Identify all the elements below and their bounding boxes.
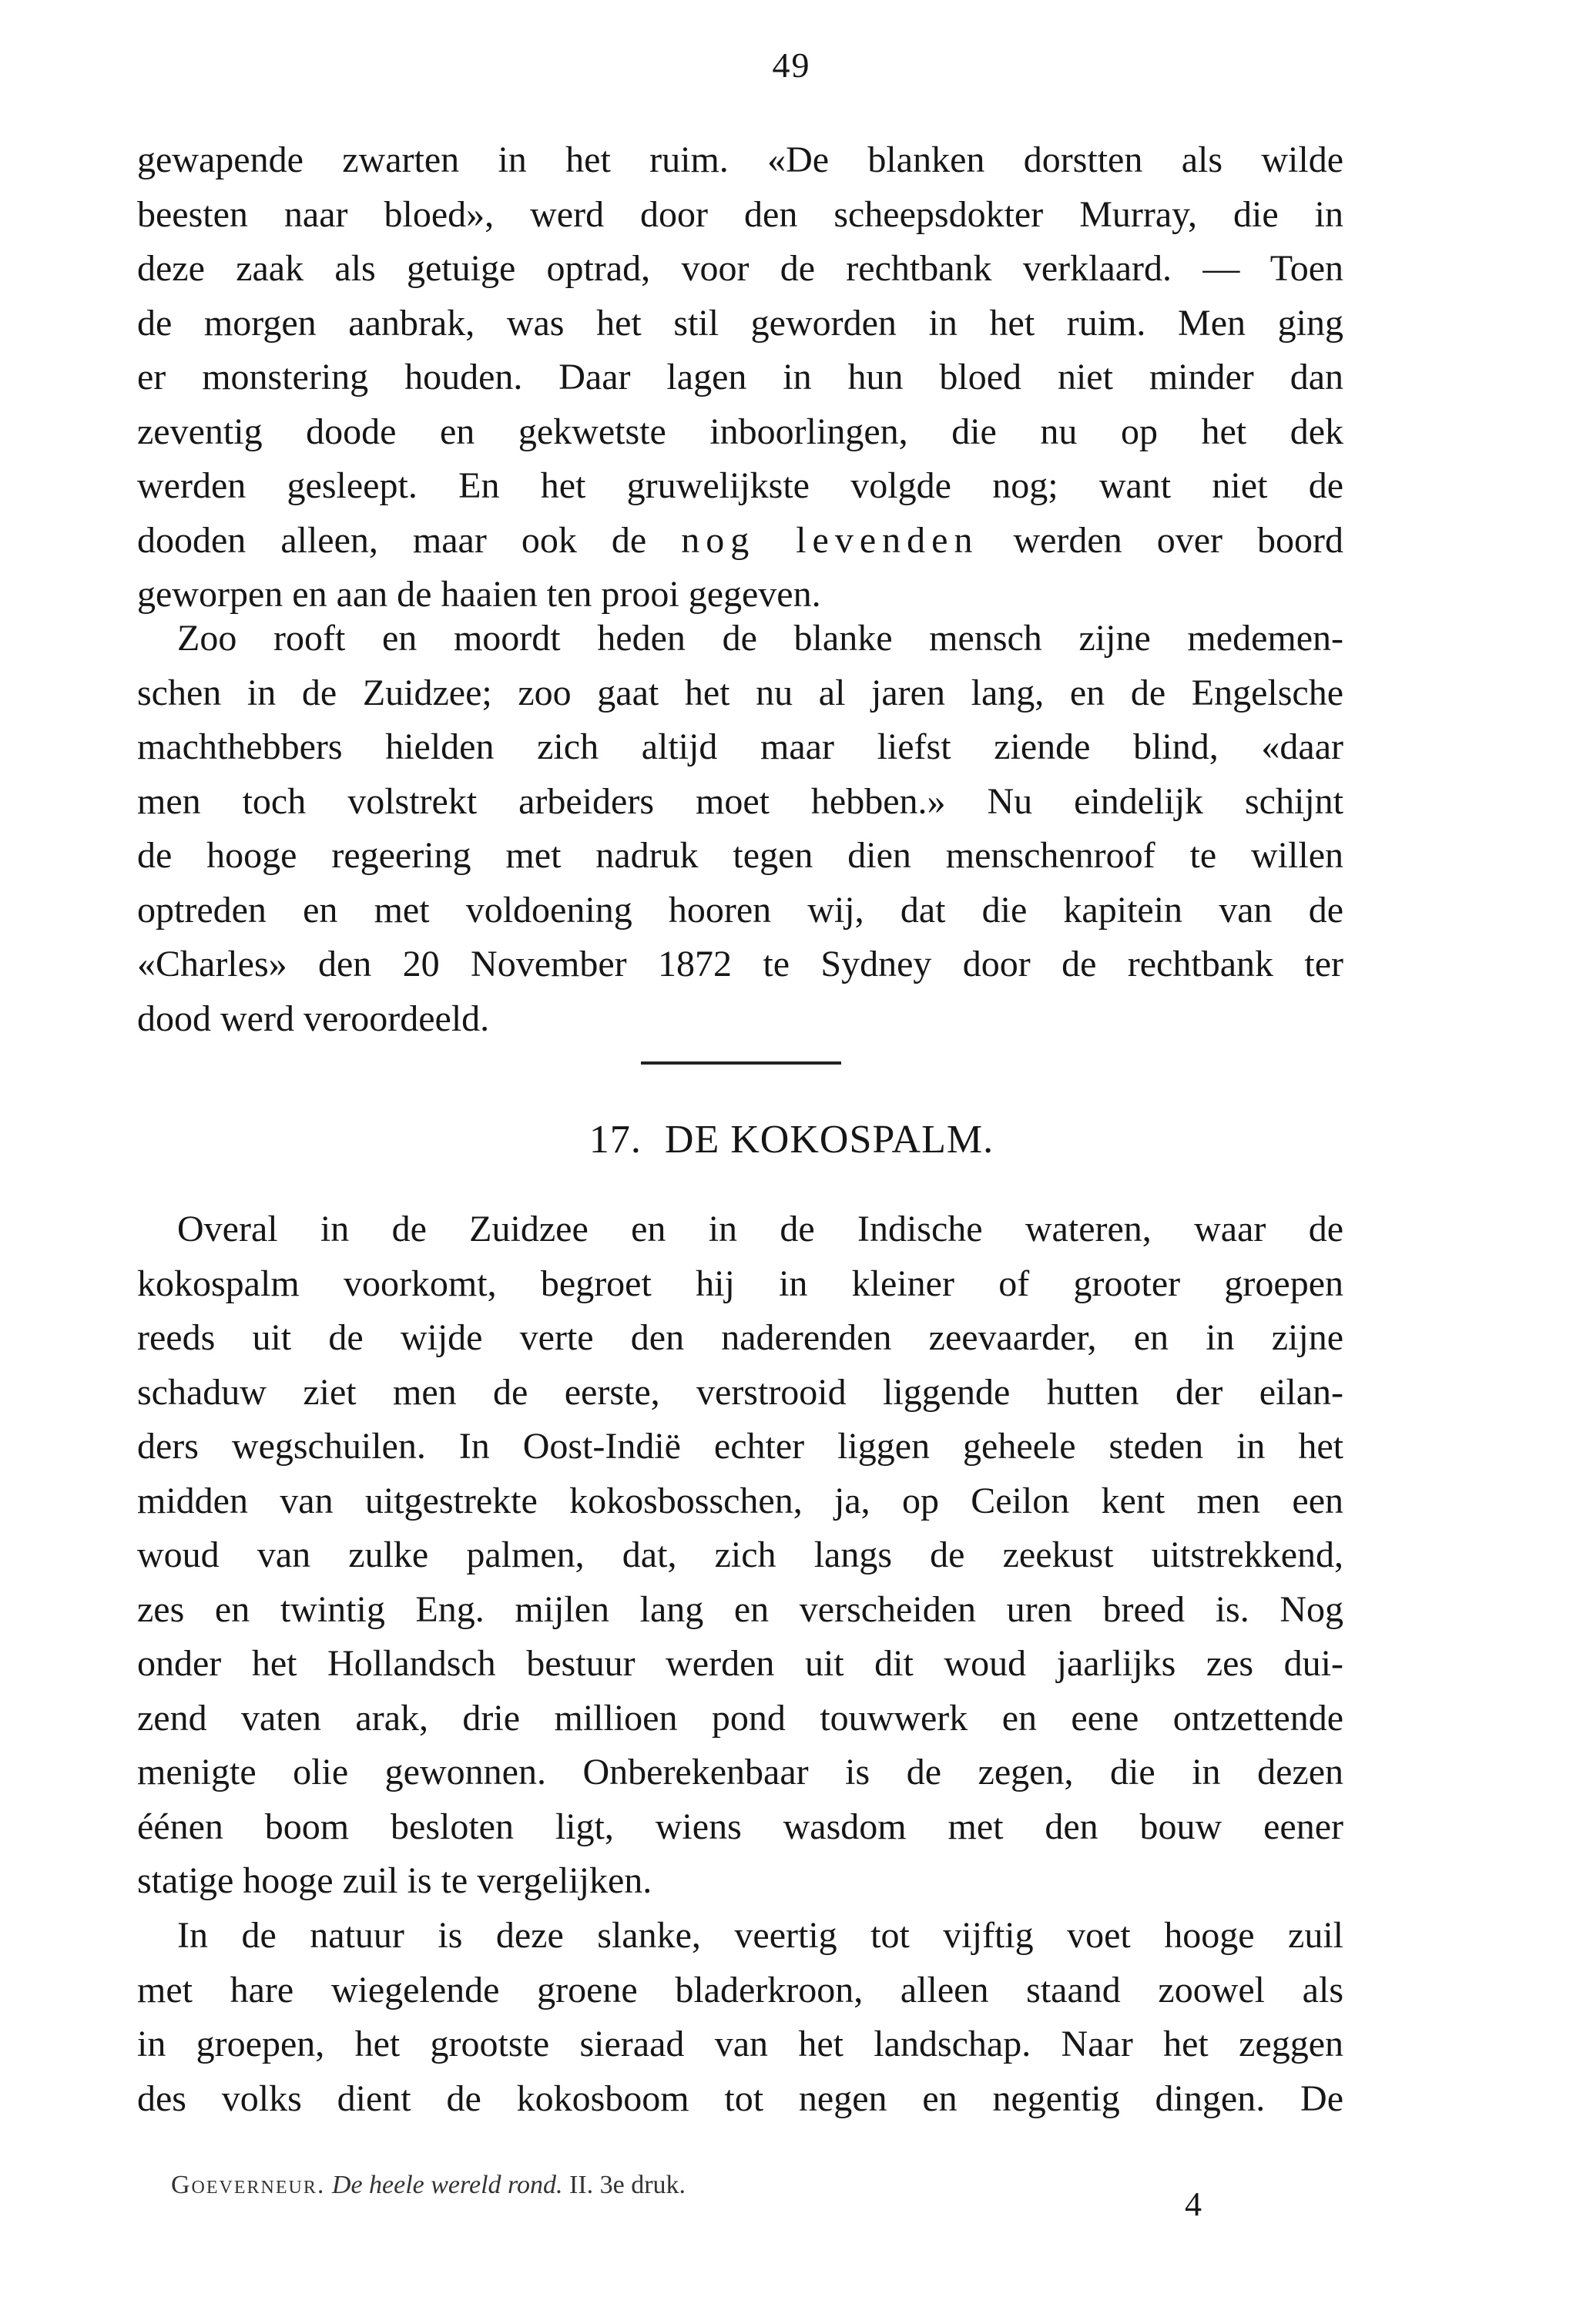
text-line [137,514,1343,568]
text-line: er monstering houden. Daar lagen in hun bloed niet minder dan [137,357,1343,397]
text-line: kokospalm voorkomt, begroet hij in kleiner of grooter groepen [137,1263,1343,1304]
footer-author: Goeverneur. [171,2171,326,2199]
text-line: werden gesleept. En het gruwelijkste volgde nog; want niet de [137,465,1343,506]
text-line: geworpen en aan de haaien ten prooi gegeven. [137,574,821,615]
emphasized-text: nog levenden [681,519,979,561]
text-line: reeds uit de wijde verte den naderenden zeevaarder, en in zijne [137,1317,1343,1358]
text-line: beesten naar bloed», werd door den scheepsdokter Murray, die in [137,193,1343,235]
page-number: 49 [772,45,811,85]
text-line: menigte olie gewonnen. Onberekenbaar is de zegen, die in dezen [137,1752,1343,1792]
section-number: 17. [589,1118,642,1162]
text-line: statige hooge zuil is te vergelijken. [137,1860,652,1901]
text-line: dood werd veroordeeld. [137,998,490,1039]
text-line: Overal in de Zuidzee en in de Indische wateren, waar de [177,1209,1343,1249]
footer-edition: II. 3e druk. [569,2171,686,2199]
text-line: woud van zulke palmen, dat, zich langs de zeekust uitstrekkend, [137,1534,1343,1575]
text-segment: werden over boord [978,519,1344,561]
section-title: DE KOKOSPALM. [664,1118,994,1162]
footer-signature [171,2171,686,2200]
text-line: éénen boom besloten ligt, wiens wasdom met den bouw eener [137,1806,1343,1847]
section-divider [641,1061,841,1065]
section-heading [0,1117,1583,1162]
text-line: In de natuur is deze slanke, veertig tot vijftig voet hooge zuil [177,1915,1343,1956]
text-line: met hare wiegelende groene bladerkroon, alleen staand zoowel als [137,1969,1343,2010]
text-segment: dooden alleen, maar ook de [137,519,682,561]
text-line: des volks dient de kokosboom tot negen en negentig dingen. De [137,2078,1343,2119]
text-line: de hooge regeering met nadruk tegen dien menschenroof te willen [137,835,1343,876]
text-line: midden van uitgestrekte kokosbosschen, ja, op Ceilon kent men een [137,1480,1343,1521]
text-line: in groepen, het grootste sieraad van het landschap. Naar het zeggen [137,2024,1343,2064]
text-line: gewapende zwarten in het ruim. «De blanken dorstten als wilde [137,139,1343,180]
paragraph-3 [137,1202,1343,1909]
text-line: zend vaten arak, drie millioen pond touwwerk en eene ontzettende [137,1697,1343,1739]
signature-mark: 4 [1185,2185,1202,2223]
text-line: «Charles» den 20 November 1872 te Sydney door de rechtbank ter [137,944,1343,984]
text-line: schaduw ziet men de eerste, verstrooid liggende hutten der eilan- [137,1371,1343,1413]
text-line: zeventig doode en gekwetste inboorlingen, die nu op het dek [137,411,1343,452]
text-line: men toch volstrekt arbeiders moet hebben.» Nu eindelijk schijnt [137,780,1343,822]
text-line: zes en twintig Eng. mijlen lang en verscheiden uren breed is. Nog [137,1588,1343,1630]
footer-title: De heele wereld rond. [331,2171,563,2199]
text-line: de morgen aanbrak, was het stil geworden in het ruim. Men ging [137,302,1343,344]
text-line: Zoo rooft en moordt heden de blanke mensch zijne medemen- [177,618,1343,659]
paragraph-2 [137,612,1343,1046]
text-line: machthebbers hielden zich altijd maar liefst ziende blind, «daar [137,726,1343,767]
text-line: optreden en met voldoening hooren wij, dat die kapitein van de [137,889,1343,931]
text-line: deze zaak als getuige optrad, voor de rechtbank verklaard. — Toen [137,248,1343,289]
text-line: schen in de Zuidzee; zoo gaat het nu al jaren lang, en de Engelsche [137,672,1343,713]
text-line: onder het Hollandsch bestuur werden uit dit woud jaarlijks zes dui- [137,1643,1343,1684]
paragraph-1 [137,133,1343,622]
text-line: ders wegschuilen. In Oost-Indië echter liggen geheele steden in het [137,1426,1343,1467]
paragraph-4 [137,1909,1343,2126]
